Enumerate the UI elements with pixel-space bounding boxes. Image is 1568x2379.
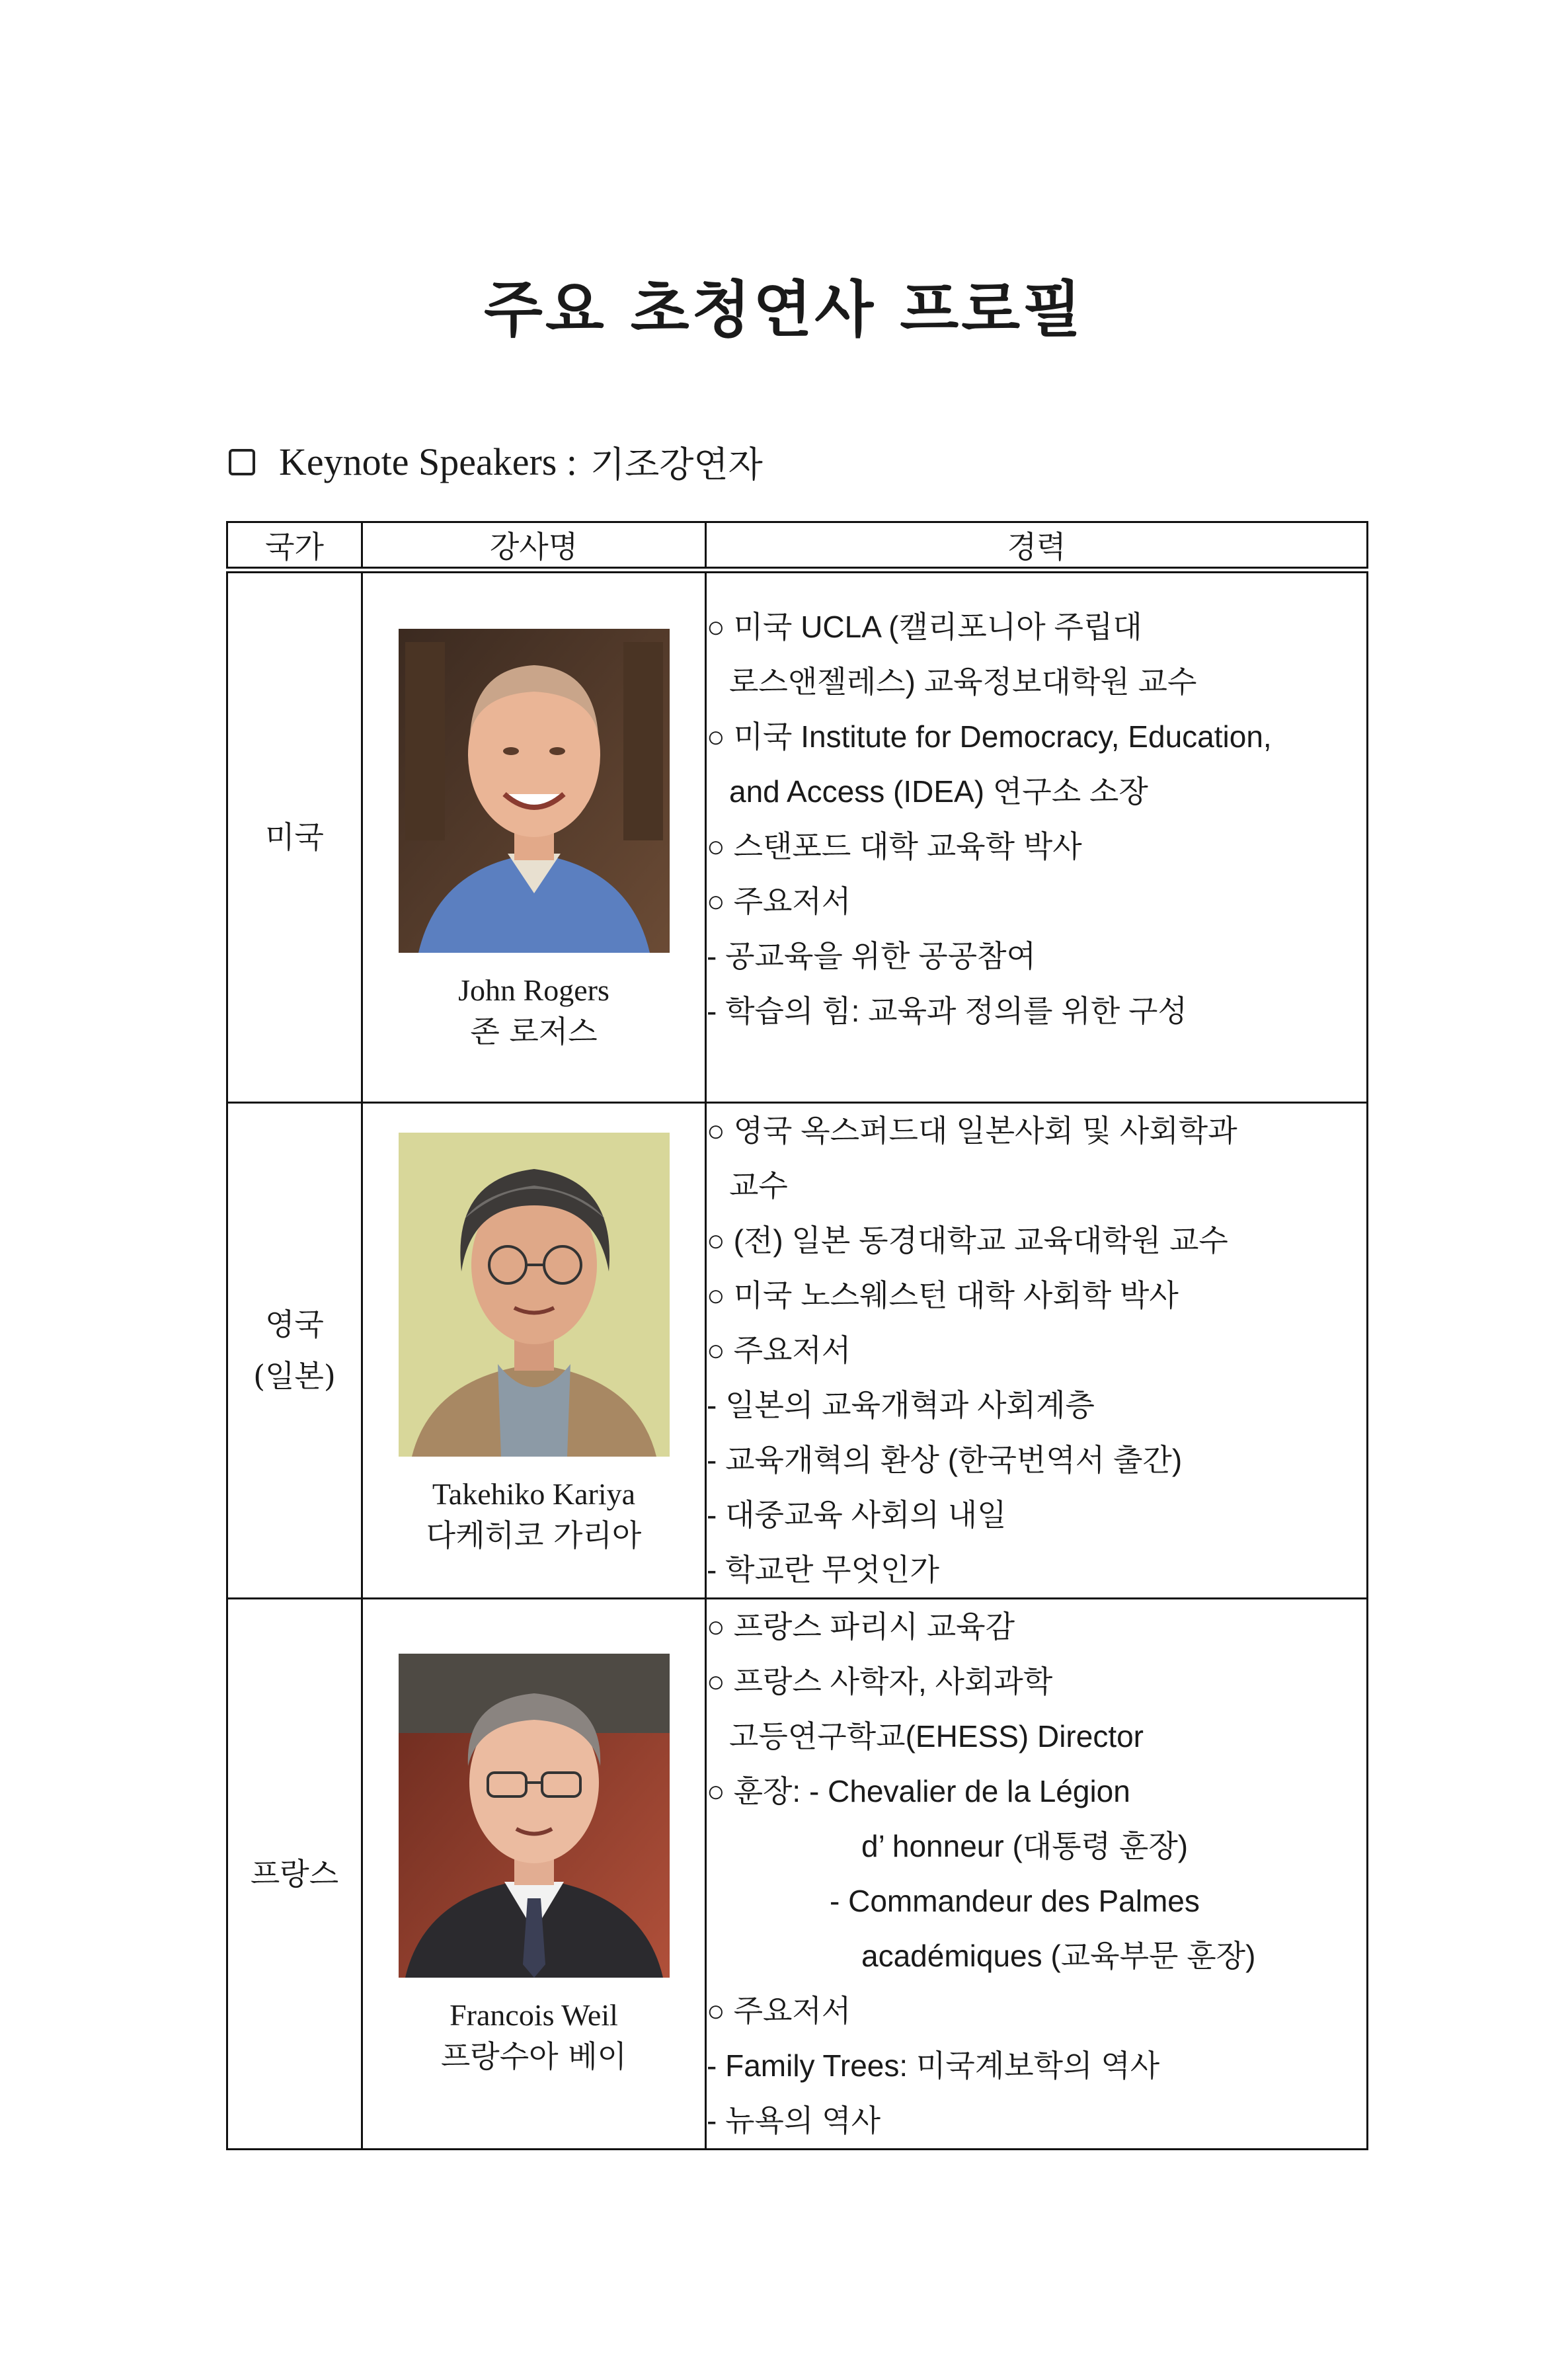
speaker-photo-takehiko-kariya [399,1133,670,1457]
career-line: - 일본의 교육개혁과 사회계층 [707,1387,1095,1422]
country-cell [227,570,362,1102]
country-cell [227,1102,362,1598]
table-row [227,570,1368,1102]
header-name: 강사명 [362,522,706,571]
career-line: ○ 영국 옥스퍼드대 일본사회 및 사회학과 [707,1113,1237,1148]
career-line: ○ 프랑스 파리시 교육감 [707,1609,1015,1644]
country-sublabel: (일본) [253,1358,336,1394]
section-heading-en: Keynote Speakers : [279,440,577,483]
speaker-cell [362,1598,706,2149]
career-line: - Family Trees: 미국계보학의 역사 [707,2048,1160,2083]
career-line: ○ 스탠포드 대학 교육학 박사 [707,829,1082,864]
country-label: 영국 [265,1307,324,1342]
career-line: - 학교란 무엇인가 [707,1552,939,1587]
career-line: 로스앤젤레스) 교육정보대학원 교수 [729,665,1197,699]
country-label: 미국 [265,819,324,856]
speaker-name-en: Francois Weil [450,1997,618,2032]
career-line: - 대중교육 사회의 내일 [707,1497,1007,1532]
career-cell [706,1102,1368,1598]
speaker-cell [362,1102,706,1598]
table-header-row [227,522,1368,571]
header-country: 국가 [227,522,362,571]
country-label: 프랑스 [250,1855,339,1892]
career-line: - 교육개혁의 환상 (한국번역서 출간) [707,1442,1183,1477]
checkbox-icon [229,449,255,475]
section-heading-ko: 기조강연자 [590,444,763,485]
section-heading [229,436,763,487]
career-line: ○ 주요저서 [707,1332,851,1367]
speaker-name-ko: 존 로저스 [470,1014,598,1049]
speaker-name-en: Takehiko Kariya [432,1476,636,1511]
career-line: d’ honneur (대통령 훈장) [861,1828,1189,1863]
career-line: ○ 미국 UCLA (캘리포니아 주립대 [707,610,1142,644]
career-line: ○ 프랑스 사학자, 사회과학 [707,1664,1053,1699]
career-line: académiques (교육부문 훈장) [861,1938,1256,1973]
career-line: ○ 미국 노스웨스턴 대학 사회학 박사 [707,1277,1179,1312]
table-row [227,1102,1368,1598]
career-line: ○ 훈장: - Chevalier de la Légion [707,1773,1130,1808]
career-line: 고등연구학교(EHESS) Director [729,1718,1144,1754]
country-cell [227,1598,362,2149]
table-row [227,1598,1368,2149]
speakers-table [226,521,1368,2150]
speaker-photo-john-rogers [399,629,670,953]
career-line: ○ 주요저서 [707,884,851,918]
career-line: - 뉴욕의 역사 [707,2103,881,2138]
career-line: - 공교육을 위한 공공참여 [707,939,1037,973]
speaker-name-ko: 프랑수아 베이 [440,2038,627,2074]
career-line: 교수 [729,1168,788,1203]
career-line: ○ 주요저서 [707,1993,851,2028]
header-career: 경력 [706,522,1368,571]
page-title: 주요 초청연사 프로필 [484,274,1084,345]
career-line: and Access (IDEA) 연구소 소장 [729,774,1148,809]
speaker-cell [362,570,706,1102]
speaker-photo-francois-weil [399,1654,670,1978]
speaker-name-ko: 다케히코 가리아 [426,1517,642,1553]
career-line: - Commandeur des Palmes [830,1883,1200,1918]
career-cell [706,570,1368,1102]
speaker-name-en: John Rogers [458,973,609,1007]
career-cell [706,1598,1368,2149]
career-line: - 학습의 힘: 교육과 정의를 위한 구성 [707,994,1187,1028]
career-line: ○ (전) 일본 동경대학교 교육대학원 교수 [707,1223,1228,1258]
career-line: ○ 미국 Institute for Democracy, Education, [707,719,1272,754]
